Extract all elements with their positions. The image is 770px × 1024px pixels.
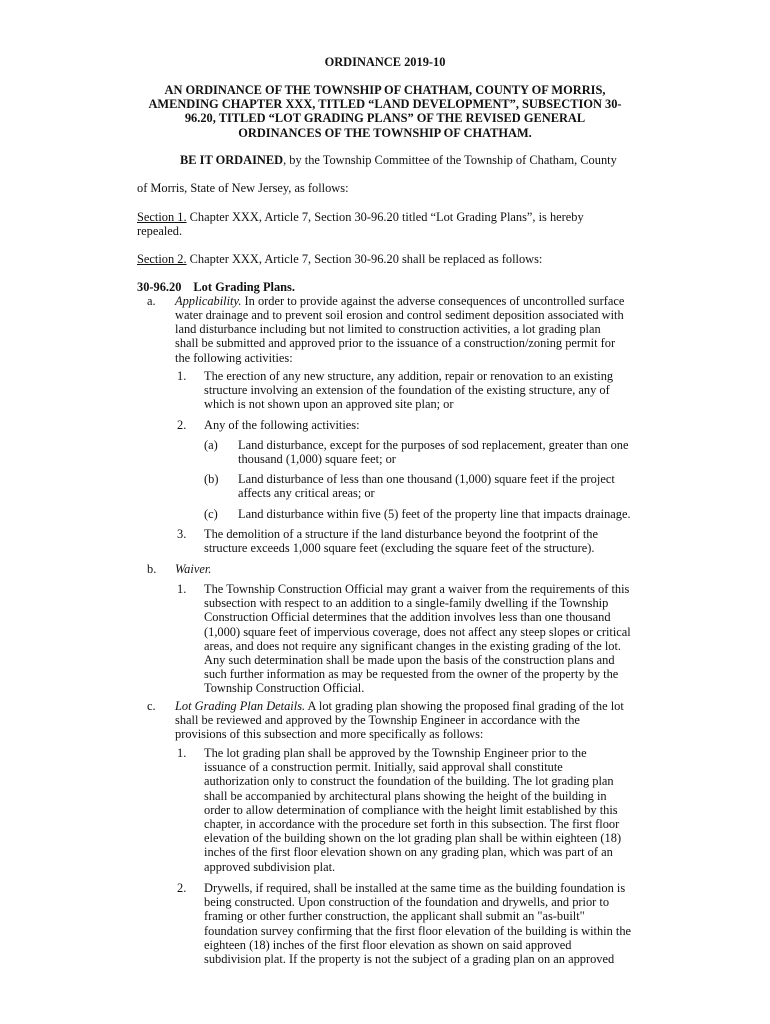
title-line: 96.20, TITLED “LOT GRADING PLANS” OF THE REVISED GENERAL (184, 111, 586, 126)
ordained-paragraph (180, 153, 617, 167)
item-b1-body (204, 582, 631, 696)
text-line: The demolition of a structure if the land disturbance beyond the footprint of the (204, 527, 598, 541)
section-1-text: Chapter XXX, Article 7, Section 30-96.20 titled “Lot Grading Plans”, is hereby (186, 210, 584, 224)
ordained-line-2: of Morris, State of New Jersey, as follows: (137, 181, 349, 195)
text-line: structure exceeds 1,000 square feet (excluding the square feet of the structure). (204, 541, 595, 556)
text-line: subsection with respect to an addition to a single-family dwelling if the Township (204, 596, 609, 611)
section-1-line-2: repealed. (137, 224, 183, 238)
item-a-first-line (175, 294, 624, 308)
item-c-label: c. (147, 699, 156, 713)
section-1-label: Section 1. (137, 210, 187, 224)
item-aa-number: (a) (204, 438, 218, 452)
item-aa-body (238, 438, 629, 466)
text-line: The erection of any new structure, any addition, repair or renovation to an existing (204, 369, 614, 383)
item-c-first-line (175, 699, 624, 713)
text-line: structure involving an extension of the foundation of the existing structure, any of (204, 383, 610, 398)
heading-title: Lot Grading Plans. (193, 280, 295, 294)
text-line: approved subdivision plat. (204, 859, 336, 874)
text-line: provisions of this subsection and more specifically as follows: (175, 727, 484, 742)
item-a-label: a. (147, 294, 156, 308)
title-line: AMENDING CHAPTER XXX, TITLED “LAND DEVELOPMENT”, SUBSECTION 30- (148, 97, 622, 112)
text-line: Drywells, if required, shall be installed at the same time as the building foundation is (204, 881, 626, 895)
text-line: shall be accompanied by architectural plans showing the height of the building in (204, 788, 607, 803)
text-line: subdivision plat. If the property is not the subject of a grading plan on an approved (204, 952, 615, 967)
item-a1-body (204, 369, 613, 412)
text-line: (1,000) square feet of impervious coverage, does not affect any steep slopes or critical (204, 624, 631, 639)
text-line: The lot grading plan shall be approved by the Township Engineer prior to the (204, 746, 587, 760)
text-line: Land disturbance, except for the purposes of sod replacement, greater than one (238, 438, 629, 452)
text-line: thousand (1,000) square feet; or (238, 452, 396, 467)
text-line: Construction Official determines that the addition involves less than one thousand (204, 610, 611, 625)
text-line: Any such determination shall be made upon the basis of the construction plans and (204, 653, 615, 668)
text-line: water drainage and to prevent soil erosion and control sediment deposition associated with (175, 308, 624, 322)
item-a3-number: 3. (177, 527, 187, 541)
item-a-text: In order to provide against the adverse consequences of uncontrolled surface (241, 294, 625, 308)
text-line: issuance of a construction permit. Initially, said approval shall constitute (204, 760, 563, 775)
item-c-body (175, 713, 580, 741)
item-a3-body (204, 527, 598, 555)
text-line: framing or other further construction, the applicant shall submit an "as-built" (204, 909, 585, 924)
item-ab-body (238, 472, 615, 500)
item-a-title: Applicability. (175, 294, 242, 308)
item-ab-number: (b) (204, 472, 219, 486)
item-a2-body (204, 418, 360, 432)
item-c1-number: 1. (177, 746, 187, 760)
text-line: inches of the first floor elevation shown on any grading plan, which was part of an (204, 845, 613, 860)
text-line: Township Construction Official. (204, 681, 365, 696)
text-line: the following activities: (175, 350, 293, 365)
item-a-body (175, 308, 624, 365)
text-line: elevation of the building shown on the lot grading plan shall be within eighteen (18) (204, 831, 622, 846)
text-line: such further information as may be requested from the owner of the property by the (204, 667, 619, 682)
item-a1-number: 1. (177, 369, 187, 383)
text-line: being constructed. Upon construction of the foundation and drywells, and prior to (204, 895, 610, 910)
item-b1-number: 1. (177, 582, 187, 596)
item-b-label: b. (147, 562, 157, 576)
text-line: authorization only to construct the foundation of the building. The lot grading plan (204, 774, 614, 789)
text-line: Any of the following activities: (204, 418, 360, 432)
text-line: shall be reviewed and approved by the Township Engineer in accordance with the (175, 713, 580, 727)
item-b-title: Waiver. (175, 562, 212, 576)
text-line: which is not shown upon an approved site plan; or (204, 397, 454, 412)
text-line: The Township Construction Official may grant a waiver from the requirements of this (204, 582, 630, 596)
item-c-text: A lot grading plan showing the proposed final grading of the lot (305, 699, 624, 713)
text-line: affects any critical areas; or (238, 486, 375, 501)
ordained-bold: BE IT ORDAINED (180, 153, 284, 167)
text-line: areas, and does not require any significant changes in the existing grading of the lot. (204, 638, 622, 653)
heading-number: 30-96.20 (137, 280, 182, 294)
text-line: land disturbance including but not limited to construction activities, a lot grading plan (175, 322, 601, 337)
item-c1-body (204, 746, 621, 874)
item-ac-number: (c) (204, 507, 218, 521)
section-2-label: Section 2. (137, 252, 187, 266)
text-line: Land disturbance of less than one thousand (1,000) square feet if the project (238, 472, 615, 486)
section-1 (137, 210, 584, 224)
section-2 (137, 252, 542, 266)
ordinance-title (100, 83, 670, 140)
title-line: ORDINANCES OF THE TOWNSHIP OF CHATHAM. (238, 125, 532, 140)
section-heading (137, 280, 295, 294)
item-c2-body (204, 881, 631, 966)
text-line: chapter, in accordance with the procedure set forth in this subsection. The first floor (204, 817, 620, 832)
item-a2-number: 2. (177, 418, 187, 432)
title-line: AN ORDINANCE OF THE TOWNSHIP OF CHATHAM, COUNTY OF MORRIS, (164, 83, 606, 97)
section-2-text: Chapter XXX, Article 7, Section 30-96.20 shall be replaced as follows: (186, 252, 543, 266)
item-c-title: Lot Grading Plan Details. (175, 699, 306, 713)
item-ac-body (238, 507, 631, 521)
item-c2-number: 2. (177, 881, 187, 895)
ordinance-number: ORDINANCE 2019-10 (324, 55, 446, 69)
ordained-text: , by the Township Committee of the Township of Chatham, County (283, 153, 617, 167)
text-line: shall be submitted and approved prior to the issuance of a construction/zoning permit for (175, 336, 616, 351)
text-line: eighteen (18) inches of the first floor elevation as shown on said approved (204, 937, 572, 952)
text-line: Land disturbance within five (5) feet of the property line that impacts drainage. (238, 507, 631, 521)
text-line: foundation survey confirming that the first floor elevation of the building is within the (204, 923, 632, 938)
text-line: order to allow determination of compliance with the height limit established by this (204, 802, 618, 817)
